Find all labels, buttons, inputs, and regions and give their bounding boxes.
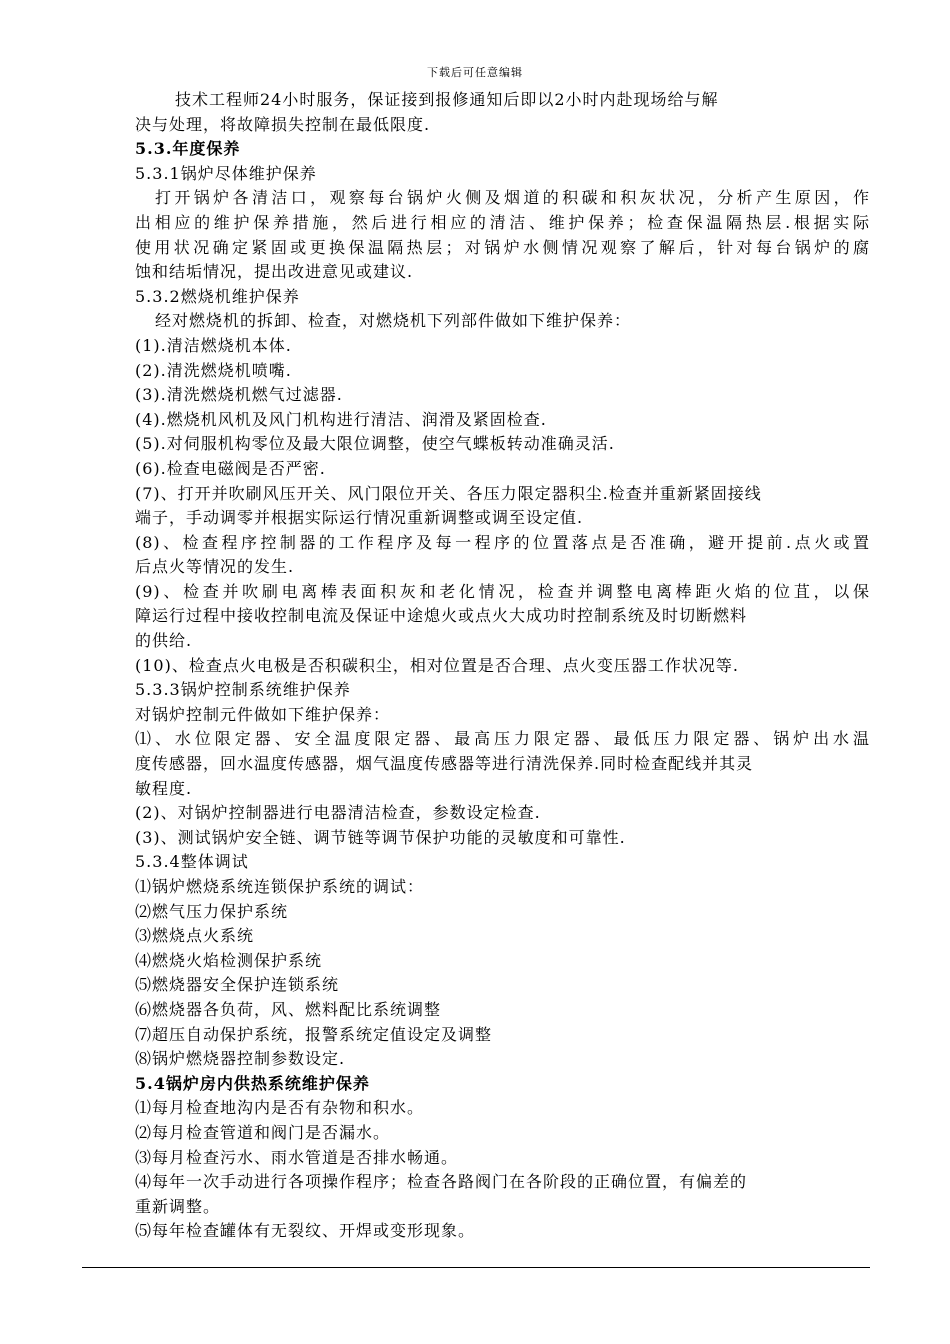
text-line: 度传感器，回水温度传感器，烟气温度传感器等进行清洗保养.同时检查配线并其灵 [135,754,754,774]
text-line: 5.3.1锅炉尽体维护保养 [135,163,317,183]
section-heading: 5.3.年度保养 [135,139,241,159]
text-line: 使用状况确定紧固或更换保温隔热层；对锅炉水侧情况观察了解后，针对每台锅炉的腐 [135,237,870,257]
text-line: ⑴每月检查地沟内是否有杂物和积水。 [135,1098,425,1118]
text-line: (2)、对锅炉控制器进行电器清洁检查，参数设定检查. [135,803,541,823]
text-line: 的供给. [135,631,193,651]
text-line: (3)、测试锅炉安全链、调节链等调节保护功能的灵敏度和可靠性. [135,827,626,847]
text-line: (4).燃烧机风机及风门机构进行清洁、润滑及紧固检查. [135,409,547,429]
text-line: ⑸每年检查罐体有无裂纹、开焊或变形现象。 [135,1221,476,1241]
text-line: (5).对伺服机构零位及最大限位调整，使空气蝶板转动准确灵活. [135,434,615,454]
text-line: (7)、打开并吹刷风压开关、风门限位开关、各压力限定器积尘.检查并重新紧固接线 [135,483,762,503]
text-line: 5.3.4整体调试 [135,852,249,872]
text-line: 经对燃烧机的拆卸、检查，对燃烧机下列部件做如下维护保养： [155,311,632,331]
text-line: ⑺超压自动保护系统，报警系统定值设定及调整 [135,1024,493,1044]
text-line: ⑵每月检查管道和阀门是否漏水。 [135,1122,391,1142]
text-line: ⑷燃烧火焰检测保护系统 [135,950,323,970]
text-line: ⑹燃烧器各负荷，风、燃料配比系统调整 [135,999,442,1019]
text-line: (8)、检查程序控制器的工作程序及每一程序的位置落点是否准确，避开提前.点火或置 [135,532,870,552]
text-line: 重新调整。 [135,1196,221,1216]
footer-divider [82,1267,870,1268]
text-line: (3).清洗燃烧机燃气过滤器. [135,385,343,405]
text-line: ⑶燃烧点火系统 [135,926,255,946]
text-line: 打开锅炉各清洁口，观察每台锅炉火侧及烟道的积碳和积灰状况，分析产生原因，作 [155,188,870,208]
text-line: (9)、检查并吹刷电离棒表面积灰和老化情况，检查并调整电离棒距火焰的位苴，以保 [135,581,870,601]
text-line: 决与处理，将故障损失控制在最低限度. [135,114,431,134]
text-line: ⑷每年一次手动进行各项操作程序；检查各路阀门在各阶段的正确位置，有偏差的 [135,1172,748,1192]
text-line: ⑻锅炉燃烧器控制参数设定. [135,1049,346,1069]
text-line: ⑸燃烧器安全保护连锁系统 [135,975,340,995]
page-header: 下载后可任意编辑 [427,66,523,79]
text-line: (6).检查电磁阀是否严密. [135,458,326,478]
text-line: 技术工程师24小时服务，保证接到报修通知后即以2小时内赴现场给与解 [175,90,719,109]
text-line: ⑴、水位限定器、安全温度限定器、最高压力限定器、最低压力限定器、锅炉出水温 [135,729,870,749]
text-line: 后点火等情况的发生. [135,557,295,577]
text-line: 端子，手动调零并根据实际运行情况重新调整或调至设定值. [135,508,584,528]
text-line: 出相应的维护保养措施，然后进行相应的清洁、维护保养；检查保温隔热层.根据实际 [135,212,870,232]
text-line: (1).清洁燃烧机本体. [135,335,292,355]
text-line: (2).清洗燃烧机喷嘴. [135,360,292,380]
text-line: 障运行过程中接收控制电流及保证中途熄火或点火大成功时控制系统及时切断燃料 [135,606,748,626]
section-heading: 5.4锅炉房内供热系统维护保养 [135,1073,370,1093]
text-line: 蚀和结垢情况，提出改进意见或建议. [135,262,414,282]
text-line: ⑵燃气压力保护系统 [135,901,289,921]
text-line: 5.3.2燃烧机维护保养 [135,286,300,306]
text-line: ⑴锅炉燃烧系统连锁保护系统的调试： [135,877,425,896]
text-line: ⑶每月检查污水、雨水管道是否排水畅通。 [135,1147,459,1167]
text-line: (10)、检查点火电极是否积碳积尘，相对位置是否合理、点火变压器工作状况等. [135,655,739,675]
text-line: 5.3.3锅炉控制系统维护保养 [135,680,351,700]
text-line: 敏程度. [135,778,193,798]
document-body [135,88,870,1244]
text-line: 对锅炉控制元件做如下维护保养： [135,704,391,724]
